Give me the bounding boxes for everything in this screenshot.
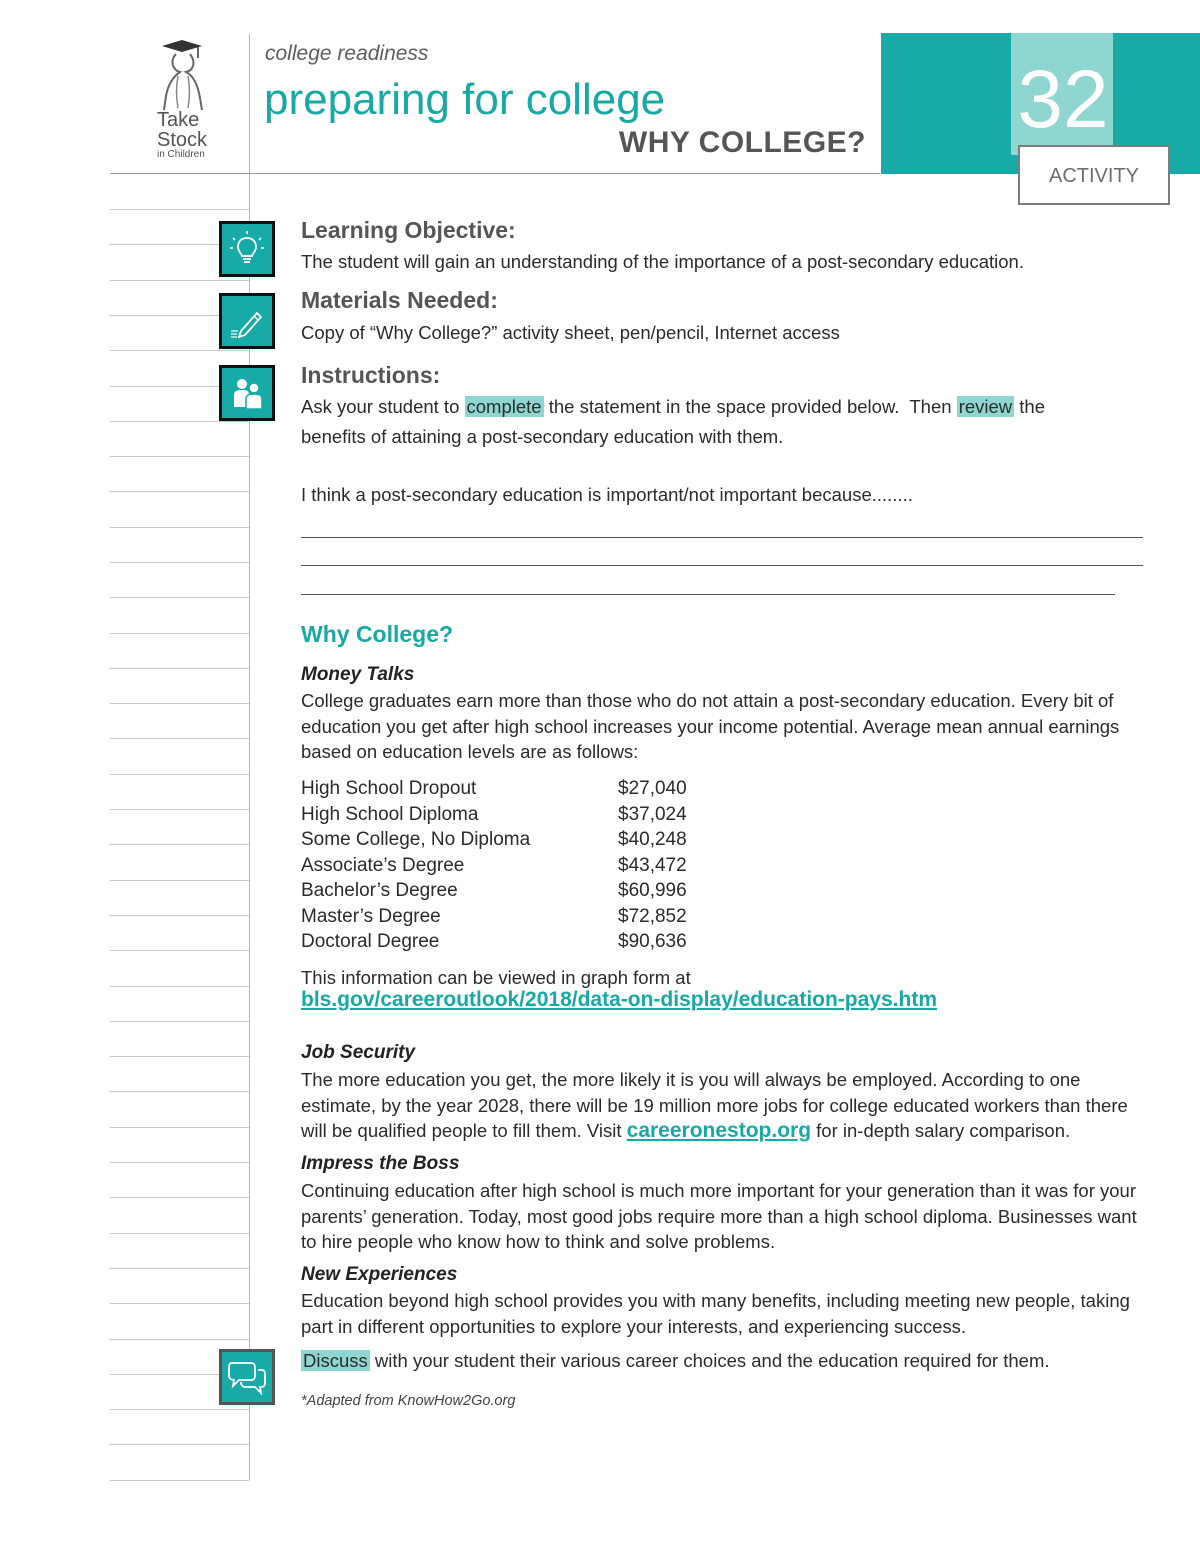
category-label: college readiness (265, 42, 429, 65)
statement-prompt: I think a post-secondary education is important/not important because........ (301, 484, 913, 505)
bls-link-text[interactable]: bls.gov/careeroutlook/2018/data-on-display/education-pays.htm (301, 988, 937, 1011)
earnings-amount: $72,852 (618, 905, 687, 927)
notebook-line (110, 1162, 249, 1163)
instructions-part-3: the (1014, 396, 1046, 417)
earnings-level: Doctoral Degree (301, 931, 440, 952)
notebook-line (110, 809, 249, 810)
earnings-level: High School Dropout (301, 778, 477, 799)
job-security-heading: Job Security (301, 1042, 416, 1063)
earnings-level: High School Diploma (301, 803, 479, 825)
people-icon (219, 365, 275, 421)
notebook-line (110, 1444, 249, 1445)
notebook-line (110, 668, 249, 669)
activity-number: 32 (1017, 54, 1109, 145)
logo-wordmark (157, 110, 207, 160)
earnings-level: Associate’s Degree (301, 854, 465, 876)
notebook-line (110, 1021, 249, 1022)
notebook-line (110, 1303, 249, 1304)
notebook-line (110, 209, 249, 210)
earnings-amount: $90,636 (618, 931, 687, 952)
materials-text: Copy of “Why College?” activity sheet, pen/pencil, Internet access (301, 322, 840, 343)
notebook-line (110, 1197, 249, 1198)
discuss-text-rest: with your student their various career choices and the education required for them. (369, 1350, 1050, 1371)
logo-take: Take (157, 109, 200, 131)
instructions-line-1 (301, 396, 1045, 418)
notebook-line (110, 562, 249, 563)
earnings-row (301, 929, 701, 955)
earnings-amount: $37,024 (618, 803, 687, 825)
notebook-line (110, 280, 249, 281)
earnings-row (301, 776, 701, 802)
earnings-amount: $60,996 (618, 880, 687, 901)
earnings-level: Bachelor’s Degree (301, 880, 458, 901)
instructions-heading: Instructions: (301, 362, 441, 388)
logo-in-children: in Children (157, 149, 205, 160)
page-title: preparing for college (264, 75, 666, 124)
new-experiences-text: Education beyond high school provides you with many benefits, including meeting new people, taking part in different opportunities to explore your interests, and experiencing success. (301, 1290, 1130, 1337)
notebook-line (110, 915, 249, 916)
instructions-part-2: the statement in the space provided below. Then (543, 396, 957, 417)
notebook-line (110, 597, 249, 598)
instructions-part-1: Ask your student to (301, 396, 465, 417)
notebook-line (110, 1056, 249, 1057)
notebook-line (110, 1127, 249, 1128)
page-subtitle: WHY COLLEGE? (618, 126, 866, 159)
money-talks-heading: Money Talks (301, 664, 415, 685)
notebook-line (110, 1339, 249, 1340)
money-talks-text: College graduates earn more than those who do not attain a post-secondary education. Every bit of education you get after high school increases your income potential. Average mean annual earnings based on education levels are as follows: (301, 690, 1120, 762)
answer-line-1[interactable] (301, 537, 1143, 538)
notebook-line (110, 774, 249, 775)
notebook-line (110, 527, 249, 528)
footnote: *Adapted from KnowHow2Go.org (301, 1393, 516, 1409)
notebook-line (110, 703, 249, 704)
lightbulb-icon (219, 221, 275, 277)
notebook-line (110, 456, 249, 457)
earnings-row (301, 878, 701, 904)
notebook-line (110, 880, 249, 881)
notebook-line (110, 986, 249, 987)
bls-link[interactable] (301, 988, 937, 1012)
notebook-line (110, 491, 249, 492)
chat-bubbles-icon (219, 1349, 275, 1405)
notebook-line (110, 1409, 249, 1410)
notebook-line (110, 1268, 249, 1269)
job-security-text-after: for in-depth salary comparison. (811, 1120, 1071, 1141)
answer-line-2[interactable] (301, 565, 1143, 566)
highlight-discuss: Discuss (303, 1350, 368, 1371)
new-experiences-heading: New Experiences (301, 1264, 458, 1285)
earnings-row (301, 802, 701, 828)
highlight-complete: complete (466, 396, 542, 417)
earnings-level: Master’s Degree (301, 905, 441, 927)
header-rule (110, 173, 880, 174)
notebook-line (110, 350, 249, 351)
notebook-line (110, 421, 249, 422)
earnings-level: Some College, No Diploma (301, 829, 531, 850)
graph-note: This information can be viewed in graph form at (301, 967, 691, 988)
logo-stock: Stock (157, 129, 208, 151)
notebook-line (110, 1233, 249, 1234)
discuss-text (301, 1348, 1151, 1374)
notebook-line (110, 1091, 249, 1092)
objective-text: The student will gain an understanding of the importance of a post-secondary education. (301, 251, 1024, 272)
earnings-row (301, 827, 701, 853)
earnings-amount: $27,040 (618, 778, 687, 799)
materials-heading: Materials Needed: (301, 287, 498, 313)
notebook-line (110, 844, 249, 845)
pencil-icon (219, 293, 275, 349)
objective-heading: Learning Objective: (301, 217, 516, 243)
job-security-text (301, 1067, 1151, 1144)
impress-boss-heading: Impress the Boss (301, 1153, 460, 1174)
instructions-line-2: benefits of attaining a post-secondary education with them. (301, 426, 784, 447)
notebook-line (110, 1480, 249, 1481)
earnings-row (301, 904, 701, 930)
earnings-row (301, 853, 701, 879)
job-security-text-before: The more education you get, the more likely it is you will always be employed. According to one estimate, by the year 2028, there will be 19 million more jobs for college educated workers than there will be qualified people to fill them. Visit (301, 1069, 1128, 1141)
impress-boss-text: Continuing education after high school is much more important for your generation than it was for your parents’ generation. Today, most good jobs require more than a high school diploma. Businesses want to hire people who know how to think and solve problems. (301, 1180, 1137, 1252)
earnings-amount: $43,472 (618, 854, 687, 876)
why-college-heading: Why College? (301, 621, 454, 647)
earnings-amount: $40,248 (618, 829, 687, 850)
activity-label-box: ACTIVITY (1018, 145, 1170, 205)
highlight-review: review (958, 396, 1013, 417)
careeronestop-link[interactable]: careeronestop.org (626, 1119, 812, 1142)
notebook-line (110, 950, 249, 951)
notebook-line (110, 633, 249, 634)
notebook-line (110, 738, 249, 739)
answer-line-3[interactable] (301, 594, 1115, 595)
